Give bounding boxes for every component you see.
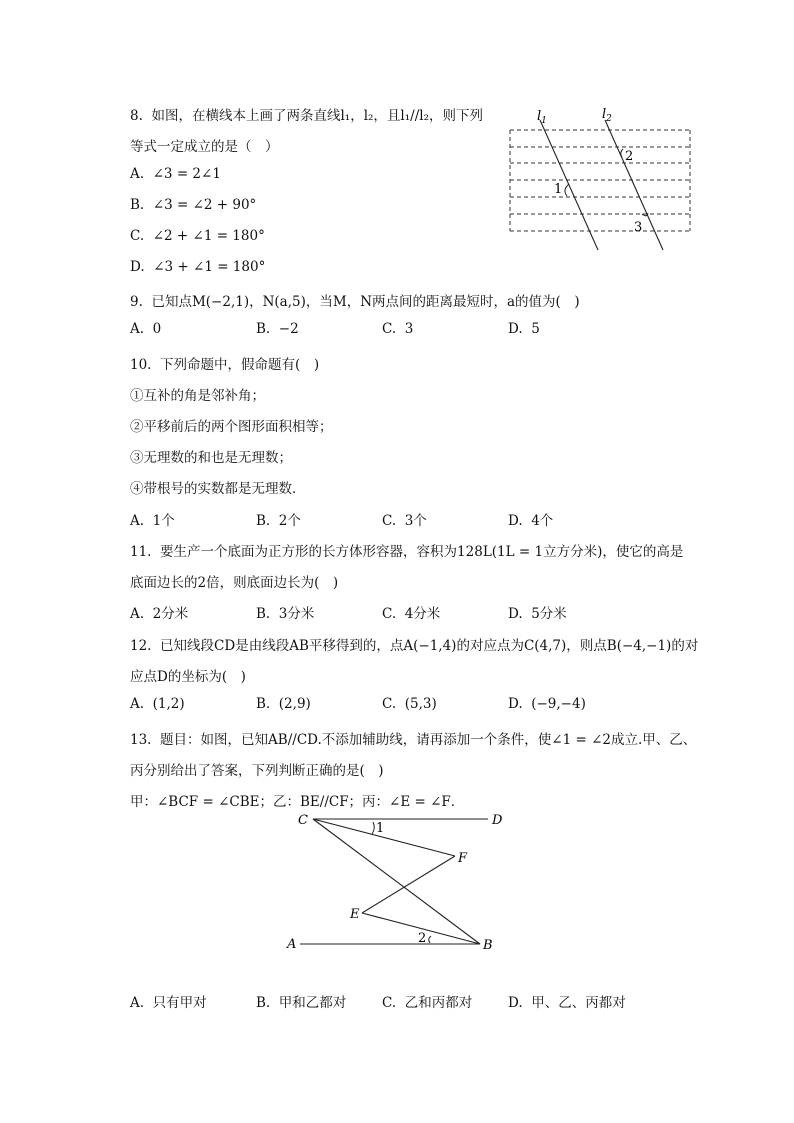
label-angle-1: 1 (554, 182, 563, 197)
q13-stem-line1: 13. 题目：如图，已知AB//CD.不添加辅助线，请再添加一个条件，使∠1 = ∠2成立.甲、乙、 (130, 732, 697, 748)
q10-stem: 10. 下列命题中，假命题有( ) (130, 357, 320, 373)
angle-arc-2 (429, 936, 431, 943)
q10-option-b: B. 2个 (256, 513, 301, 529)
q12-option-a: A. (1,2) (130, 696, 185, 712)
label-angle-2: 2 (625, 149, 634, 164)
q10-item-4: ④带根号的实数都是无理数． (130, 481, 306, 497)
angle-arc-1 (565, 184, 569, 196)
q10-option-a: A. 1个 (130, 513, 175, 529)
label-angle-1: 1 (376, 821, 385, 836)
q8-option-b: B. ∠3 = ∠2 + 90° (130, 197, 257, 213)
q8-option-d: D. ∠3 + ∠1 = 180° (130, 259, 266, 275)
label-l1: $l_1$ (537, 109, 547, 126)
label-angle-2: 2 (418, 931, 427, 946)
q13-option-c: C. 乙和丙都对 (382, 995, 473, 1011)
q9-stem: 9. 已知点M(−2,1)，N(a,5)，当M，N两点间的距离最短时，a的值为( ) (130, 294, 580, 310)
q8-figure (505, 100, 705, 260)
q10-option-d: D. 4个 (508, 513, 554, 529)
label-l2: $l_2$ (602, 107, 612, 124)
label-C: C (298, 813, 308, 828)
q11-option-d: D. 5分米 (508, 606, 567, 622)
q9-option-b: B. −2 (256, 321, 299, 337)
q12-stem-line1: 12. 已知线段CD是由线段AB平移得到的，点A(−1,4)的对应点为C(4,7)，则点B(−4,−1)的对 (130, 638, 699, 654)
q8-option-c: C. ∠2 + ∠1 = 180° (130, 228, 265, 244)
label-D: D (492, 813, 503, 828)
q13-option-d: D. 甲、乙、丙都对 (508, 995, 626, 1011)
q11-option-b: B. 3分米 (256, 606, 315, 622)
q12-option-d: D. (−9,−4) (508, 696, 586, 712)
q12-option-c: C. (5,3) (382, 696, 437, 712)
q8-stem-line2: 等式一定成立的是（ ） (130, 139, 279, 155)
q12-option-b: B. (2,9) (256, 696, 311, 712)
q8-option-a: A. ∠3 = 2∠1 (130, 166, 221, 182)
segment-CB (313, 819, 480, 944)
q10-item-3: ③无理数的和也是无理数； (130, 450, 292, 466)
label-A: A (287, 937, 297, 952)
q10-option-c: C. 3个 (382, 513, 427, 529)
q13-option-a: A. 只有甲对 (130, 995, 207, 1011)
q9-option-c: C. 3 (382, 321, 414, 337)
q13-figure (280, 806, 520, 956)
q11-stem-line2: 底面边长的2倍，则底面边长为( ) (130, 575, 339, 591)
q8-stem-line1: 8. 如图，在横线本上画了两条直线l₁，l₂，且l₁//l₂，则下列 (130, 108, 483, 124)
q13-stem-line2: 丙分别给出了答案，下列判断正确的是( ) (130, 763, 384, 779)
q11-option-a: A. 2分米 (130, 606, 189, 622)
label-angle-3: 3 (634, 220, 643, 235)
q11-stem-line1: 11. 要生产一个底面为正方形的长方体形容器，容积为128L(1L = 1立方分米)，使它的高是 (130, 544, 684, 560)
angle-arc-2 (621, 149, 623, 157)
q13-stem-line3: 甲：∠BCF = ∠CBE；乙：BE//CF；丙：∠E = ∠F． (130, 794, 465, 810)
segment-FE (362, 856, 455, 913)
q10-item-2: ②平移前后的两个图形面积相等； (130, 419, 333, 435)
q9-option-d: D. 5 (508, 321, 540, 337)
q13-option-b: B. 甲和乙都对 (256, 995, 347, 1011)
label-F: F (458, 851, 468, 866)
label-B: B (483, 938, 493, 953)
q12-stem-line2: 应点D的坐标为( ) (130, 669, 246, 685)
q11-option-c: C. 4分米 (382, 606, 441, 622)
angle-arc-1 (372, 822, 374, 834)
label-E: E (350, 907, 360, 922)
q10-item-1: ①互补的角是邻补角； (130, 388, 265, 404)
q9-option-a: A. 0 (130, 321, 162, 337)
